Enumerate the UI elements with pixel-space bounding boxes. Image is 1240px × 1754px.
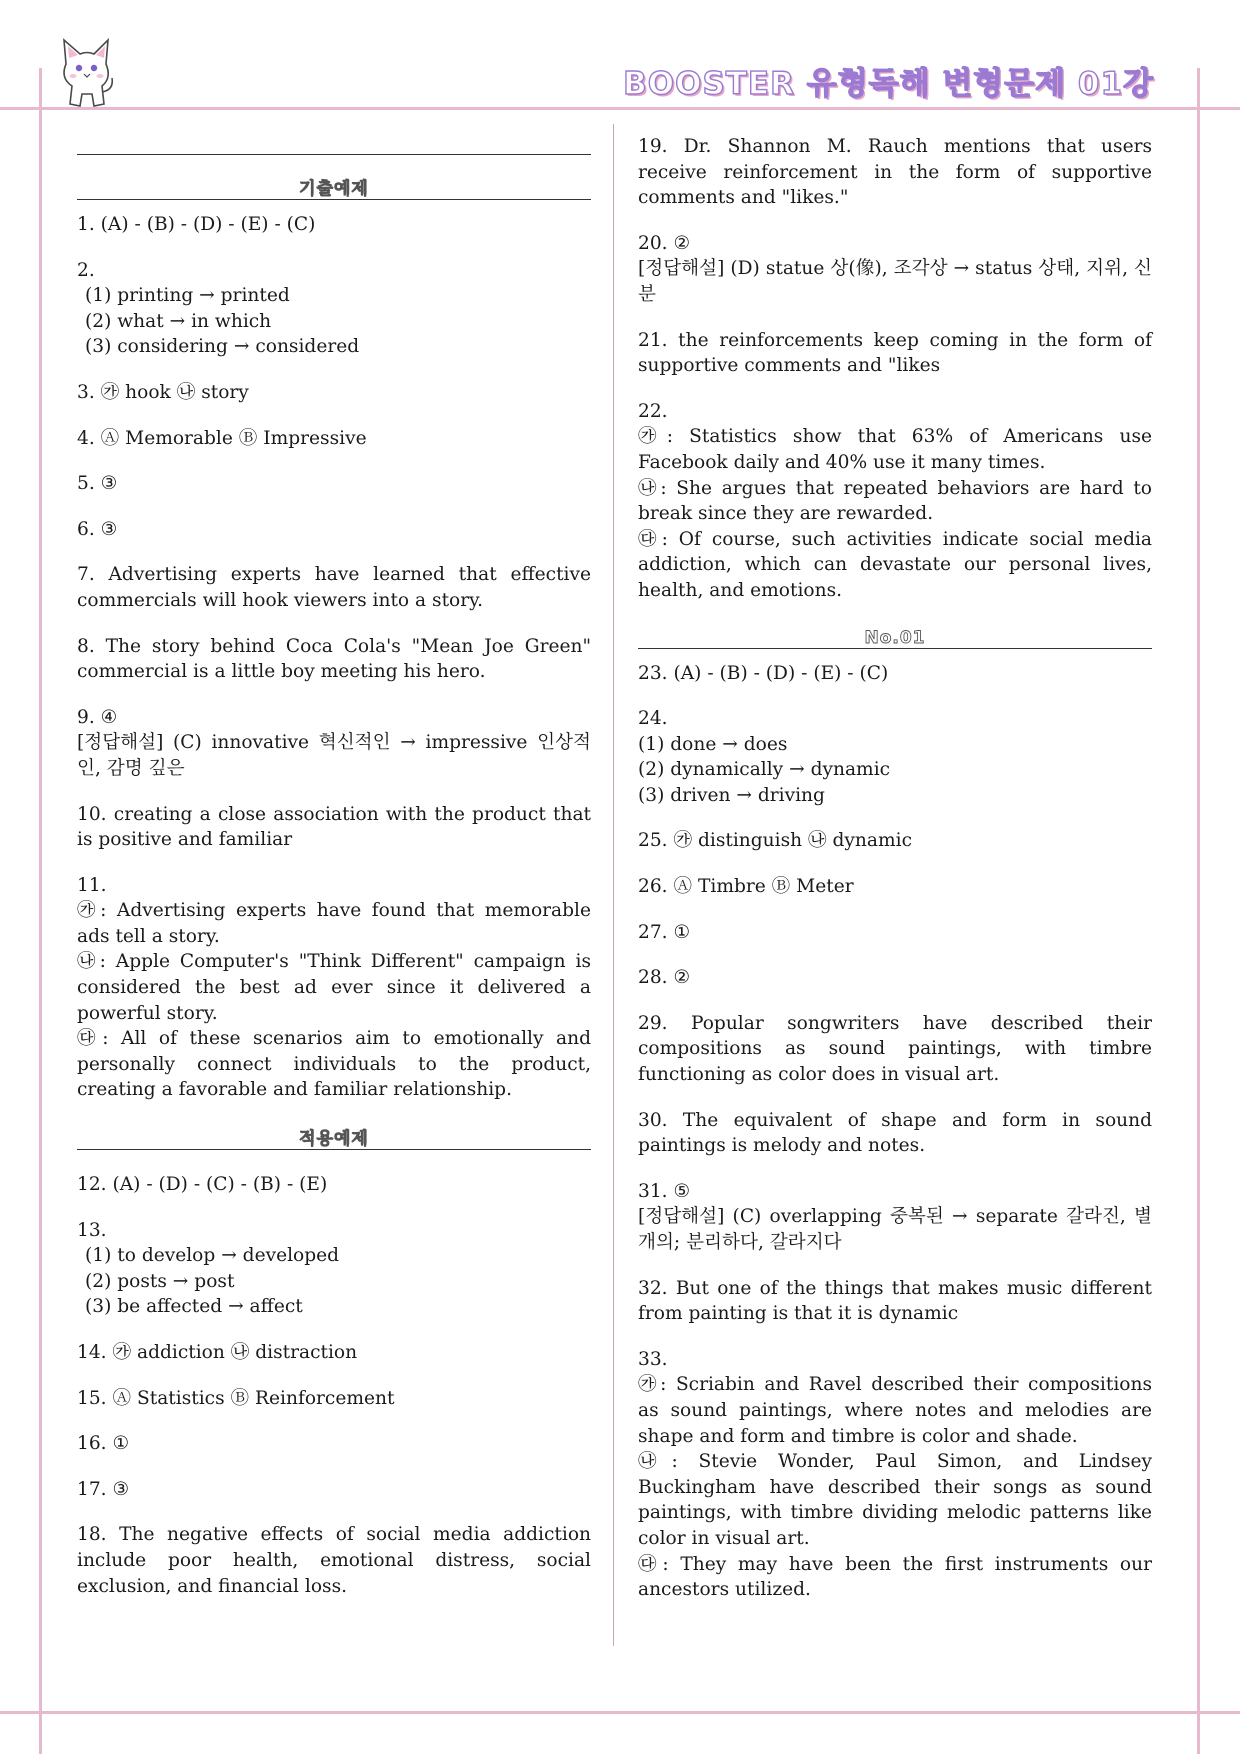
top-rule <box>77 154 591 155</box>
answer-line: (3) driven → driving <box>638 784 825 806</box>
answer-line: (2) posts → post <box>85 1270 235 1292</box>
answer-item <box>77 1218 591 1320</box>
section-header-applied <box>77 1123 591 1150</box>
answer-line: 4. Ⓐ Memorable Ⓑ Impressive <box>77 427 367 449</box>
answer-item <box>77 634 591 685</box>
frame-right-border <box>1197 68 1200 1754</box>
answer-item <box>638 1276 1152 1327</box>
section-header-no01 <box>638 622 1152 649</box>
answer-line: ㉮: Scriabin and Ravel described their compositions as sound paintings, where notes and melodies are shape and form and timbre is color and shade. <box>638 1374 1152 1447</box>
frame-footer-rule <box>0 1711 1240 1714</box>
answer-line: 27. ① <box>638 921 691 943</box>
answer-item <box>638 231 1152 308</box>
answer-line: (1) done → does <box>638 733 788 755</box>
answer-item <box>77 471 591 497</box>
answer-line: ㉮: Statistics show that 63% of Americans use Facebook daily and 40% use it many times. <box>638 426 1152 473</box>
frame-header-rule <box>0 107 1240 110</box>
page-header-title: BOOSTER 유형독해 변형문제 01강 <box>623 66 1154 102</box>
answer-list <box>77 1172 591 1599</box>
answer-line: 13. <box>77 1219 107 1241</box>
answer-item <box>638 706 1152 808</box>
answer-line: 19. Dr. Shannon M. Rauch mentions that users receive reinforcement in the form of supportive comments and "likes." <box>638 136 1152 209</box>
answer-line: 29. Popular songwriters have described their compositions as sound paintings, with timbre functioning as color does in visual art. <box>638 1012 1152 1086</box>
answer-line: [정답해설] (D) statue 상(像), 조각상 → status 상태, 지위, 신분 <box>638 258 1152 305</box>
answer-line: (3) considering → considered <box>85 336 360 358</box>
answer-item <box>77 562 591 613</box>
answer-line: 26. Ⓐ Timbre Ⓑ Meter <box>638 876 854 898</box>
answer-list <box>638 134 1152 604</box>
answer-line: 11. <box>77 874 107 896</box>
answer-item <box>638 661 1152 687</box>
answer-line: 20. ② <box>638 232 691 254</box>
answer-list <box>638 661 1152 1603</box>
cat-mascot-icon <box>56 34 118 108</box>
right-column <box>638 134 1152 1623</box>
answer-line: 14. ㉮ addiction ㉯ distraction <box>77 1342 358 1363</box>
answer-line: (2) what → in which <box>85 310 272 332</box>
answer-line: (1) printing → printed <box>85 285 290 307</box>
answer-line: ㉰: They may have been the first instruments our ancestors utilized. <box>638 1553 1152 1601</box>
answer-line: 28. ② <box>638 967 691 989</box>
frame-left-border <box>39 68 42 1754</box>
answer-line: 1. (A) - (B) - (D) - (E) - (C) <box>77 214 316 235</box>
answer-line: 17. ③ <box>77 1478 130 1500</box>
answer-item <box>638 874 1152 900</box>
answer-line: 15. Ⓐ Statistics Ⓑ Reinforcement <box>77 1387 395 1409</box>
answer-item <box>77 1386 591 1412</box>
answer-line: 25. ㉮ distinguish ㉯ dynamic <box>638 830 912 852</box>
answer-line: 3. ㉮ hook ㉯ story <box>77 381 249 403</box>
answer-line: 16. ① <box>77 1433 130 1455</box>
answer-item <box>77 1522 591 1599</box>
answer-line: 6. ③ <box>77 518 118 540</box>
answer-line: 8. The story behind Coca Cola's "Mean Joe Green" commercial is a little boy meeting his hero. <box>77 635 591 683</box>
answer-line: ㉯: Apple Computer's "Think Different" campaign is considered the best ad ever since it delivered a powerful story. <box>77 951 591 1024</box>
answer-line: 30. The equivalent of shape and form in sound paintings is melody and notes. <box>638 1109 1152 1157</box>
section-title: No.01 <box>864 627 926 648</box>
answer-line: 31. ⑤ <box>638 1180 691 1202</box>
section-header-past-exam <box>77 173 591 200</box>
answer-item <box>77 258 591 360</box>
answer-item <box>77 380 591 406</box>
answer-item <box>638 920 1152 946</box>
answer-item <box>638 1011 1152 1088</box>
answer-line: [정답해설] (C) innovative 혁신적인 → impressive 인상적인, 감명 깊은 <box>77 732 591 779</box>
answer-item <box>77 517 591 543</box>
answer-item <box>77 426 591 452</box>
answer-item <box>77 1431 591 1457</box>
answer-line: 21. the reinforcements keep coming in the form of supportive comments and "likes <box>638 329 1152 377</box>
answer-line: 12. (A) - (D) - (C) - (B) - (E) <box>77 1174 328 1196</box>
answer-item <box>77 212 591 238</box>
answer-item <box>638 828 1152 854</box>
answer-item <box>77 1340 591 1366</box>
answer-line: 7. Advertising experts have learned that effective commercials will hook viewers into a story. <box>77 564 591 611</box>
answer-line: ㉯: She argues that repeated behaviors are hard to break since they are rewarded. <box>638 477 1152 525</box>
column-divider <box>613 124 614 1646</box>
answer-line: 23. (A) - (B) - (D) - (E) - (C) <box>638 662 889 684</box>
left-column <box>77 132 591 1619</box>
answer-item <box>638 399 1152 604</box>
answer-item <box>638 328 1152 379</box>
answer-item <box>638 965 1152 991</box>
answer-line: (1) to develop → developed <box>85 1245 340 1267</box>
answer-list <box>77 212 591 1103</box>
answer-line: ㉯: Stevie Wonder, Paul Simon, and Lindsey Buckingham have described their songs as sound paintings, with timbre dividing melodic patterns like color in visual art. <box>638 1451 1152 1549</box>
answer-line: 5. ③ <box>77 473 118 495</box>
section-title: 기출예제 <box>299 179 369 199</box>
answer-line: ㉰: Of course, such activities indicate social media addiction, which can devastate our personal lives, health, and emotions. <box>638 528 1152 601</box>
answer-line: ㉰: All of these scenarios aim to emotionally and personally connect individuals to the product, creating a favorable and familiar relationship. <box>77 1028 591 1101</box>
answer-item <box>77 802 591 853</box>
answer-item <box>638 134 1152 211</box>
answer-line: 32. But one of the things that makes music different from painting is that it is dynamic <box>638 1277 1152 1325</box>
answer-line: 22. <box>638 400 668 422</box>
answer-line: 33. <box>638 1348 668 1370</box>
answer-line: 24. <box>638 708 668 730</box>
answer-line: 18. The negative effects of social media addiction include poor health, emotional distress, social exclusion, and financial loss. <box>77 1524 591 1597</box>
answer-line: 10. creating a close association with the product that is positive and familiar <box>77 803 591 851</box>
section-title: 적용예제 <box>299 1129 369 1150</box>
answer-line: [정답해설] (C) overlapping 중복된 → separate 갈라진, 별개의; 분리하다, 갈라지다 <box>638 1206 1152 1253</box>
answer-item <box>638 1347 1152 1603</box>
answer-line: ㉮: Advertising experts have found that memorable ads tell a story. <box>77 900 591 947</box>
answer-item <box>77 1477 591 1503</box>
answer-item <box>638 1108 1152 1159</box>
answer-line: (2) dynamically → dynamic <box>638 759 891 781</box>
answer-line: 2. <box>77 259 95 281</box>
answer-line: 9. ④ <box>77 706 118 728</box>
answer-line: (3) be affected → affect <box>85 1296 303 1318</box>
answer-item <box>77 705 591 782</box>
answer-item <box>77 873 591 1103</box>
answer-item <box>77 1172 591 1198</box>
answer-item <box>638 1179 1152 1256</box>
